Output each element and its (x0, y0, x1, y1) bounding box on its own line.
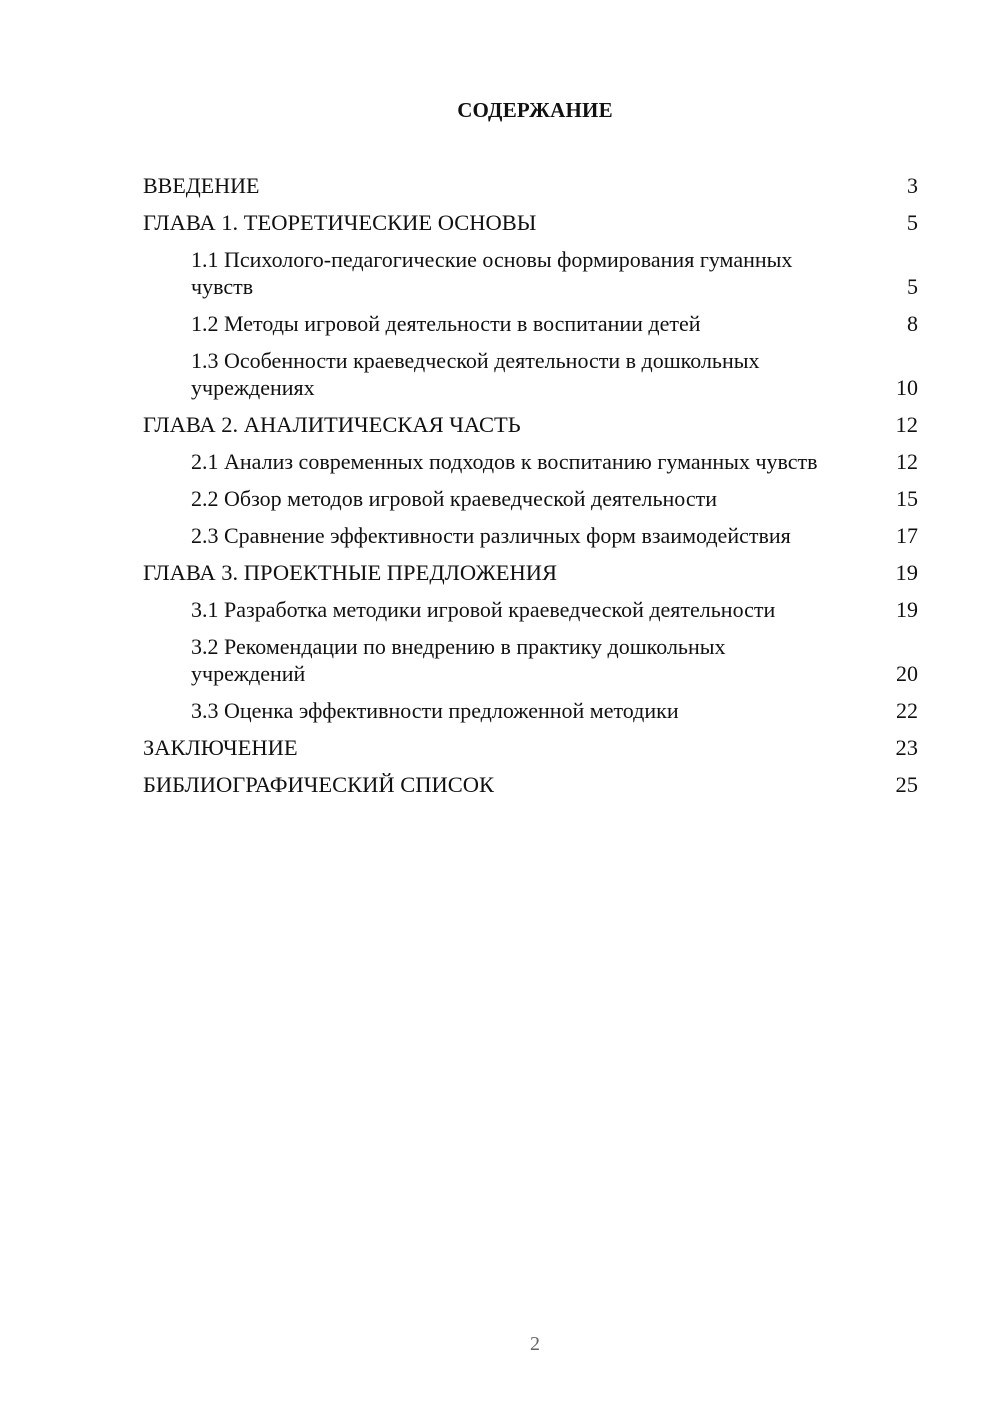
toc-entry-page: 3 (907, 173, 918, 198)
toc-entry-page: 20 (896, 661, 918, 686)
page-number: 2 (530, 1333, 540, 1355)
toc-entry-label: 2.2 Обзор методов игровой краеведческой деятельности (191, 486, 717, 511)
toc-entry-label: 1.3 Особенности краеведческой деятельности в дошкольных учреждениях (191, 348, 760, 400)
toc-entry-page: 19 (895, 560, 918, 585)
toc-entry-section-1-3[interactable] (143, 343, 918, 407)
toc-entry-label: 2.3 Сравнение эффективности различных форм взаимодействия (191, 523, 791, 548)
toc-entry-section-3-2[interactable] (143, 629, 918, 693)
toc-entry-introduction[interactable] (143, 168, 918, 205)
toc-entry-section-1-1[interactable] (143, 242, 918, 306)
toc-entry-bibliography[interactable] (143, 767, 918, 804)
toc-entry-page: 23 (895, 735, 918, 760)
toc-entry-chapter-2[interactable] (143, 407, 918, 444)
table-of-contents (143, 168, 918, 804)
toc-entry-page: 10 (896, 375, 918, 400)
toc-entry-page: 12 (896, 449, 918, 474)
toc-entry-label: ВВЕДЕНИЕ (143, 173, 260, 198)
toc-entry-page: 8 (907, 311, 918, 336)
toc-entry-chapter-1[interactable] (143, 205, 918, 242)
toc-entry-section-2-1[interactable] (143, 444, 918, 481)
toc-entry-section-2-2[interactable] (143, 481, 918, 518)
toc-entry-page: 5 (906, 210, 918, 235)
toc-entry-page: 17 (896, 523, 918, 548)
toc-entry-page: 5 (907, 274, 918, 299)
toc-entry-label: 2.1 Анализ современных подходов к воспитанию гуманных чувств (191, 449, 818, 474)
toc-entry-label: БИБЛИОГРАФИЧЕСКИЙ СПИСОК (143, 772, 495, 797)
toc-entry-chapter-3[interactable] (143, 555, 918, 592)
toc-entry-page: 19 (896, 597, 918, 622)
toc-entry-label: ГЛАВА 1. ТЕОРЕТИЧЕСКИЕ ОСНОВЫ (143, 210, 537, 235)
toc-entry-label: 3.1 Разработка методики игровой краеведческой деятельности (191, 597, 776, 622)
toc-entry-section-1-2[interactable] (143, 306, 918, 343)
toc-entry-page: 25 (895, 772, 918, 797)
toc-entry-section-2-3[interactable] (143, 518, 918, 555)
toc-entry-conclusion[interactable] (143, 730, 918, 767)
toc-entry-page: 22 (896, 698, 918, 723)
toc-entry-page: 15 (896, 486, 918, 511)
toc-entry-label: 1.1 Психолого-педагогические основы формирования гуманных чувств (191, 247, 793, 299)
toc-entry-label: ГЛАВА 3. ПРОЕКТНЫЕ ПРЕДЛОЖЕНИЯ (143, 560, 558, 585)
toc-entry-section-3-3[interactable] (143, 693, 918, 730)
toc-entry-page: 12 (895, 412, 918, 437)
toc-entry-label: 1.2 Методы игровой деятельности в воспитании детей (191, 311, 701, 336)
toc-entry-section-3-1[interactable] (143, 592, 918, 629)
toc-entry-label: 3.3 Оценка эффективности предложенной методики (191, 698, 679, 723)
toc-entry-label: 3.2 Рекомендации по внедрению в практику дошкольных учреждений (191, 634, 726, 686)
toc-entry-label: ГЛАВА 2. АНАЛИТИЧЕСКАЯ ЧАСТЬ (143, 412, 521, 437)
page-title: СОДЕРЖАНИЕ (457, 98, 613, 122)
toc-entry-label: ЗАКЛЮЧЕНИЕ (143, 735, 298, 760)
